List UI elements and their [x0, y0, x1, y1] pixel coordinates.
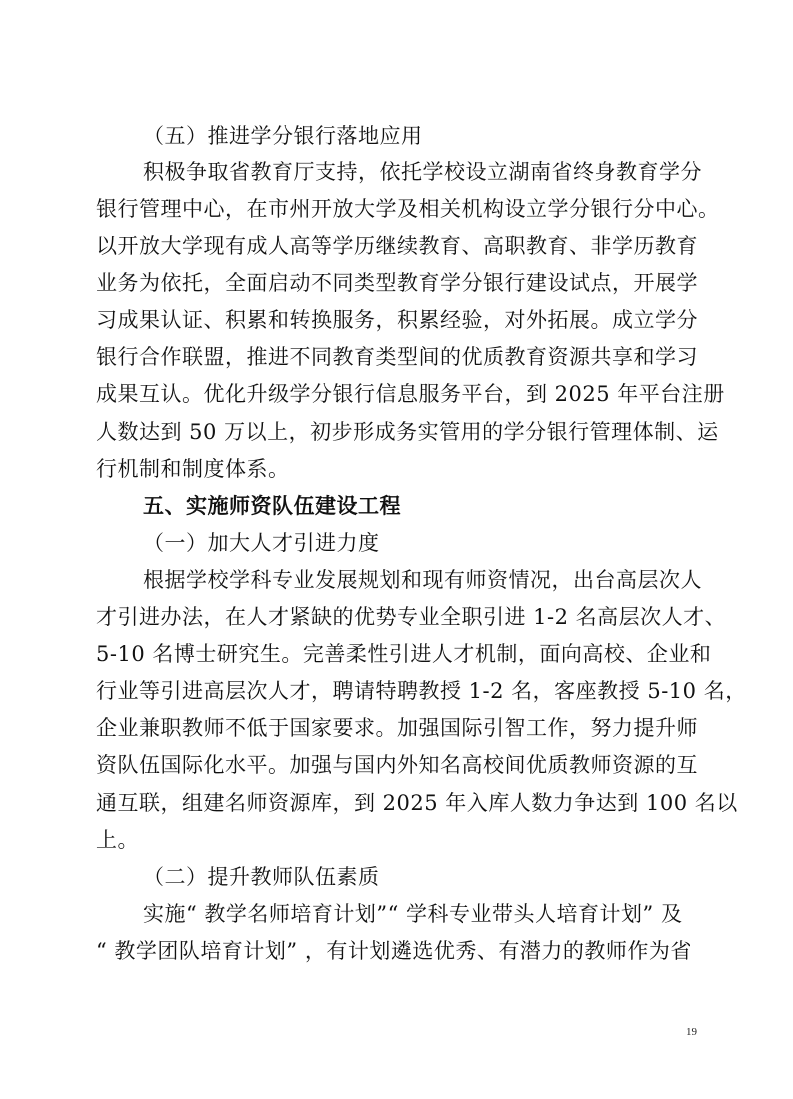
paragraph-line: 行机制和制度体系。: [96, 457, 290, 481]
paragraph-line: 才引进办法，在人才紧缺的优势专业全职引进 1-2 名高层次人才、: [96, 605, 727, 629]
paragraph-line: 以开放大学现有成人高等学历继续教育、高职教育、非学历教育: [96, 234, 698, 258]
section-heading-faculty: 五、实施师资队伍建设工程: [143, 493, 401, 518]
paragraph-line: 人数达到 50 万以上，初步形成务实管用的学分银行管理体制、运: [96, 420, 719, 444]
page-number: 19: [686, 1026, 697, 1038]
paragraph-line: 行业等引进高层次人才，聘请特聘教授 1-2 名，客座教授 5-10 名，: [96, 679, 747, 703]
subsection-heading-quality: （二）提升教师队伍素质: [143, 865, 380, 889]
paragraph-line: 积极争取省教育厅支持，依托学校设立湖南省终身教育学分: [143, 160, 702, 184]
paragraph-line: 资队伍国际化水平。加强与国内外知名高校间优质教师资源的互: [96, 753, 698, 777]
paragraph-line: 5-10 名博士研究生。完善柔性引进人才机制，面向高校、企业和: [96, 642, 712, 666]
subsection-heading-credit-bank: （五）推进学分银行落地应用: [143, 124, 423, 148]
paragraph-line: 习成果认证、积累和转换服务，积累经验，对外拓展。成立学分: [96, 308, 698, 332]
subsection-heading-talent: （一）加大人才引进力度: [143, 531, 380, 555]
paragraph-line: “ 教学团队培育计划” ，有计划遴选优秀、有潜力的教师作为省: [96, 939, 692, 963]
paragraph-line: 根据学校学科专业发展规划和现有师资情况，出台高层次人: [143, 568, 702, 592]
paragraph-line: 上。: [96, 828, 139, 852]
paragraph-line: 通互联，组建名师资源库，到 2025 年入库人数力争达到 100 名以: [96, 791, 738, 815]
paragraph-line: 银行管理中心，在市州开放大学及相关机构设立学分银行分中心。: [96, 197, 720, 221]
paragraph-line: 企业兼职教师不低于国家要求。加强国际引智工作，努力提升师: [96, 716, 698, 740]
paragraph-line: 业务为依托，全面启动不同类型教育学分银行建设试点，开展学: [96, 271, 698, 295]
paragraph-line: 实施“ 教学名师培育计划”“ 学科专业带头人培育计划” 及: [143, 902, 683, 926]
paragraph-line: 成果互认。优化升级学分银行信息服务平台，到 2025 年平台注册: [96, 382, 725, 406]
paragraph-line: 银行合作联盟，推进不同教育类型间的优质教育资源共享和学习: [96, 345, 698, 369]
